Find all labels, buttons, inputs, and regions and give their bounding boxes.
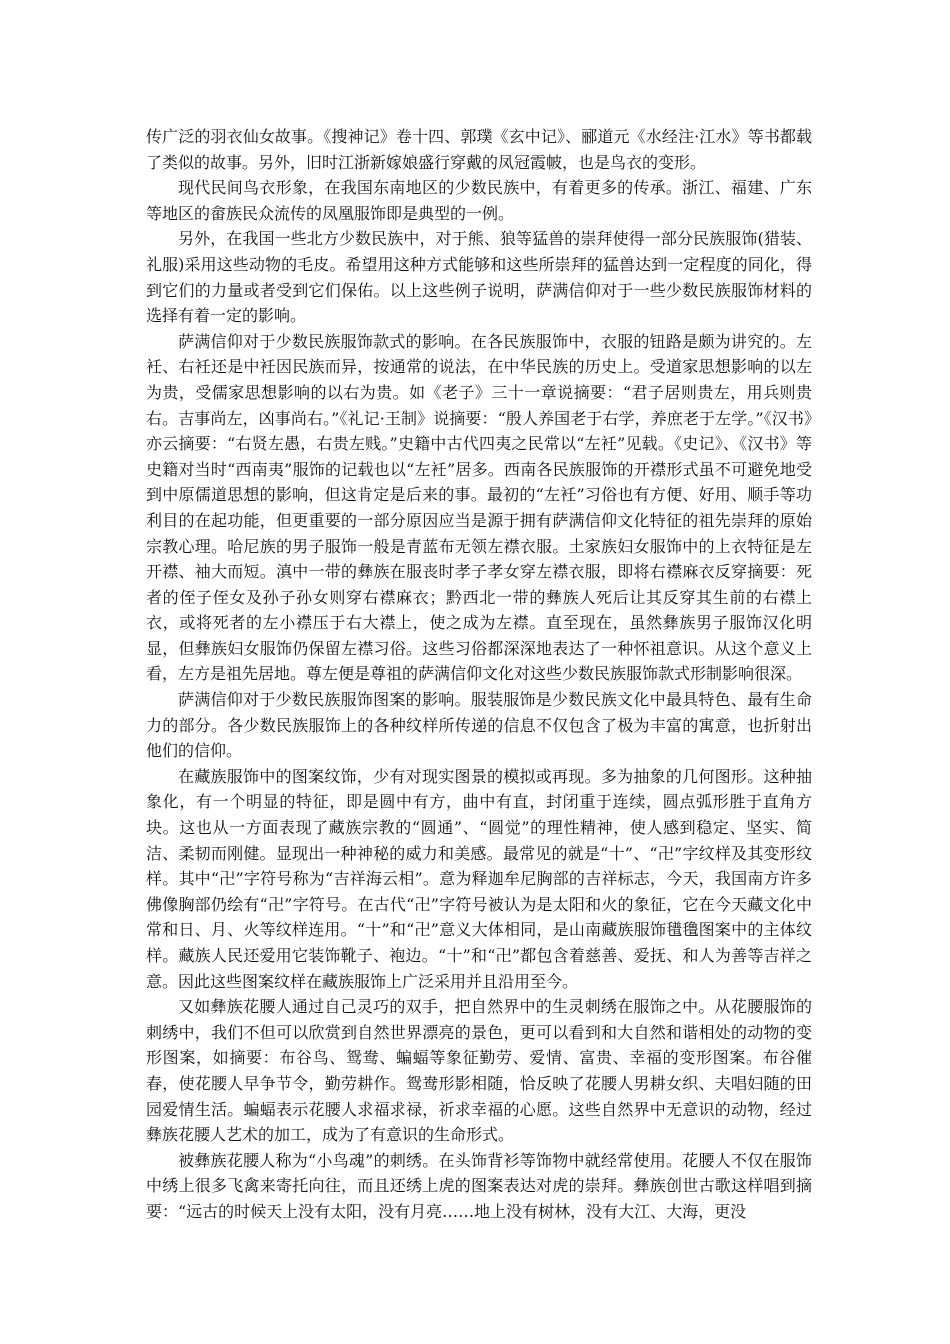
document-body: [146, 124, 812, 1225]
paragraph: 被彝族花腰人称为“小鸟魂”的刺绣。在头饰背衫等饰物中就经常使用。花腰人不仅在服饰中绣上很多飞禽来寄托向往，而且还绣上虎的图案表达对虎的崇拜。彝族创世古歌这样唱到摘要：“远古的时候天上没有太阳，没有月亮……地上没有树林，没有大江、大海，更没: [146, 1150, 812, 1221]
paragraph: 又如彝族花腰人通过自己灵巧的双手，把自然界中的生灵刺绣在服饰之中。从花腰服饰的刺绣中，我们不但可以欣赏到自然世界漂亮的景色，更可以看到和大自然和谐相处的动物的变形图案，如摘要：布谷鸟、鸳鸯、蝙蝠等象征勤劳、爱情、富贵、幸福的变形图案。布谷催春，使花腰人早争节令，勤劳耕作。鸳鸯形影相随，恰反映了花腰人男耕女织、夫唱妇随的田园爱情生活。蝙蝠表示花腰人求福求禄，祈求幸福的心愿。这些自然界中无意识的动物，经过彝族花腰人艺术的加工，成为了有意识的生命形式。: [146, 997, 812, 1145]
paragraph: 萨满信仰对于少数民族服饰款式的影响。在各民族服饰中，衣服的钮路是颇为讲究的。左衽、右衽还是中衽因民族而异，按通常的说法，在中华民族的历史上。受道家思想影响的以左为贵，受儒家思想影响的以右为贵。如《老子》三十一章说摘要：“君子居则贵左，用兵则贵右。吉事尚左，凶事尚右。”《礼记·王制》说摘要：“殷人养国老于右学，养庶老于左学。”《汉书》亦云摘要：“右贤左愚，右贵左贱。”史籍中古代四夷之民常以“左衽”见载。《史记》、《汉书》等史籍对当时“西南夷”服饰的记载也以“左衽”居多。西南各民族服饰的开襟形式虽不可避免地受到中原儒道思想的影响，但这肯定是后来的事。最初的“左衽”习俗也有方便、好用、顺手等功利目的在起功能，但更重要的一部分原因应当是源于拥有萨满信仰文化特征的祖先崇拜的原始宗教心理。哈尼族的男子服饰一般是青蓝布无领左襟衣服。土家族妇女服饰中的上衣特征是左开襟、袖大而短。滇中一带的彝族在服丧时孝子孝女穿左襟衣服，即将右襟麻衣反穿摘要：死者的侄子侄女及孙子孙女则穿右襟麻衣；黔西北一带的彝族人死后让其反穿其生前的右襟上衣，或将死者的左小襟压于右大襟上，使之成为左襟。直至现在，虽然彝族男子服饰汉化明显，但彝族妇女服饰仍保留左襟习俗。这些习俗都深深地表达了一种怀祖意识。从这个意义上看，左方是祖先居地。尊左便是尊祖的萨满信仰文化对这些少数民族服饰款式形制影响很深。: [146, 331, 812, 684]
paragraph: 另外，在我国一些北方少数民族中，对于熊、狼等猛兽的崇拜使得一部分民族服饰(猎装、礼服)采用这些动物的毛皮。希望用这种方式能够和这些所崇拜的猛兽达到一定程度的同化，得到它们的力量或者受到它们保佑。以上这些例子说明，萨满信仰对于一些少数民族服饰材料的选择有着一定的影响。: [146, 229, 812, 326]
paragraph: 现代民间鸟衣形象，在我国东南地区的少数民族中，有着更多的传承。浙江、福建、广东等地区的畲族民众流传的凤凰服饰即是典型的一例。: [146, 178, 812, 223]
paragraph: 在藏族服饰中的图案纹饰，少有对现实图景的模拟或再现。多为抽象的几何图形。这种抽象化，有一个明显的特征，即是圆中有方，曲中有直，封闭重于连续，圆点弧形胜于直角方块。这也从一方面表现了藏族宗教的“圆通”、“圆觉”的理性精神，使人感到稳定、坚实、简洁、柔韧而刚健。显现出一种神秘的威力和美感。最常见的就是“十”、“卍”字纹样及其变形纹样。其中“卍”字符号称为“吉祥海云相”。意为释迦牟尼胸部的吉祥标志，今天，我国南方许多佛像胸部仍绘有“卍”字符号。在古代“卍”字符号被认为是太阳和火的象征，它在今天藏文化中常和日、月、火等纹样连用。“十”和“卍”意义大体相同，是山南藏族服饰氆氇图案中的主体纹样。藏族人民还爱用它装饰靴子、袍边。“十”和“卍”都包含着慈善、爱抚、和人为善等吉祥之意。因此这些图案纹样在藏族服饰上广泛采用并且沿用至今。: [146, 766, 812, 991]
paragraph: 萨满信仰对于少数民族服饰图案的影响。服装服饰是少数民族文化中最具特色、最有生命力的部分。各少数民族服饰上的各种纹样所传递的信息不仅包含了极为丰富的寓意，也折射出他们的信仰。: [146, 690, 812, 761]
paragraph: 传广泛的羽衣仙女故事。《搜神记》卷十四、郭璞《玄中记》、郦道元《水经注·江水》等书都载了类似的故事。另外，旧时江浙新嫁娘盛行穿戴的凤冠霞帔，也是鸟衣的变形。: [146, 127, 812, 172]
